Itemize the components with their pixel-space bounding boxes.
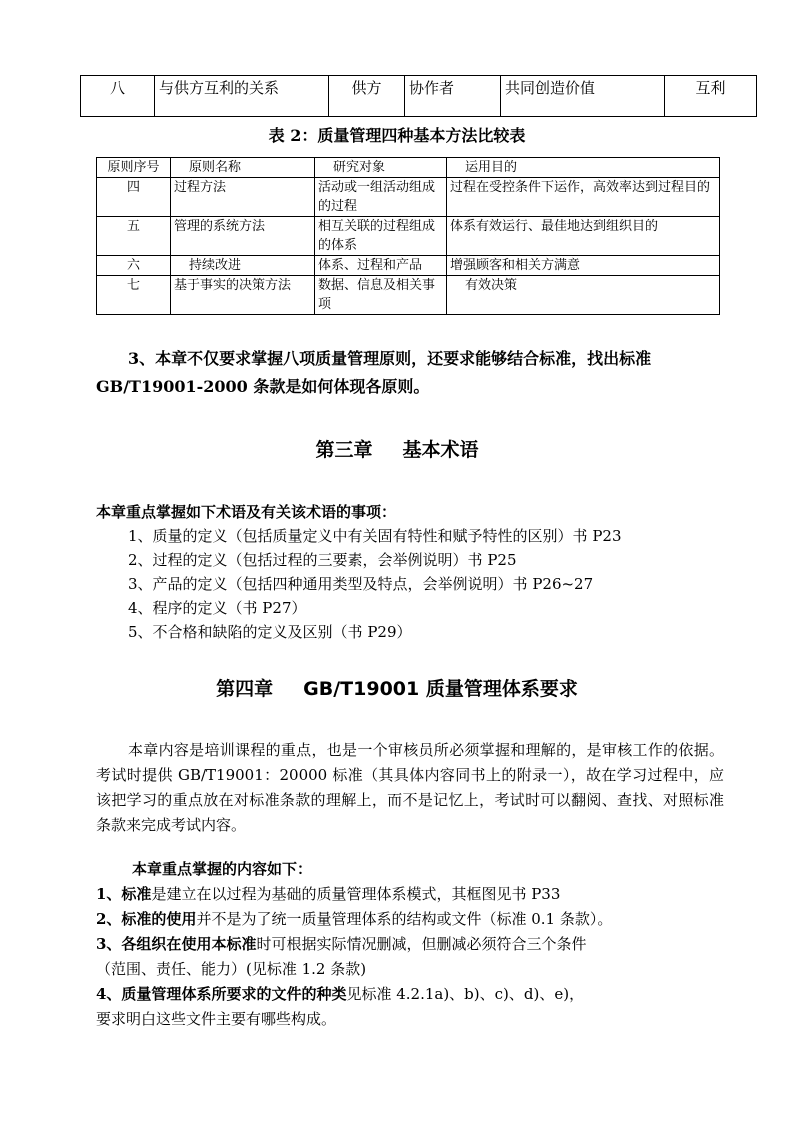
principles-table-fragment: [80, 75, 757, 117]
table-cell: 协作者: [405, 76, 501, 117]
point-label: 1、标准: [96, 885, 152, 903]
point-label: 4、质量管理体系所要求的文件的种类: [96, 985, 347, 1003]
table-cell: 与供方互利的关系: [155, 76, 329, 117]
chapter-4-point-4: [96, 982, 726, 1006]
table-cell: 互利: [665, 76, 757, 117]
table-row: [97, 217, 720, 256]
list-item: 4、程序的定义（书 P27）: [128, 599, 307, 617]
chapter-title: 基本术语: [402, 439, 479, 461]
table-cell: 四: [97, 178, 171, 217]
list-item: 5、不合格和缺陷的定义及区别（书 P29）: [128, 623, 412, 641]
table-cell: 过程在受控条件下运作，高效率达到过程目的: [447, 178, 720, 217]
point-label: 3、各组织在使用本标准: [96, 935, 257, 953]
chapter-4-heading: [0, 676, 794, 702]
table-cell: 过程方法: [171, 178, 315, 217]
column-header: 原则序号: [97, 158, 171, 178]
list-item: 3、产品的定义（包括四种通用类型及特点，会举例说明）书 P26~27: [128, 575, 594, 593]
table-cell: 六: [97, 256, 171, 276]
chapter-4-point-3: [96, 932, 726, 956]
table-cell: 持续改进: [171, 256, 315, 276]
methods-comparison-table: [96, 157, 720, 315]
table-cell: 数据、信息及相关事项: [315, 276, 447, 315]
chapter-4-intro: 本章重点掌握的内容如下：: [132, 860, 313, 878]
table-cell: 供方: [329, 76, 405, 117]
table-cell: 增强顾客和相关方满意: [447, 256, 720, 276]
table-row: [97, 178, 720, 217]
chapter-4-point-4-cont: 要求明白这些文件主要有哪些构成。: [96, 1010, 337, 1028]
chapter-4-paragraph: 本章内容是培训课程的重点，也是一个审核员所必须掌握和理解的，是审核工作的依据。考试时提供 GB/T19001：20000 标准（其具体内容同书上的附录一），故在学习过程中，应该把学习的重点放在对标准条款的理解上，而不是记忆上，考试时可以翻阅、查找、对照标准条款来完成考试内容。: [96, 741, 724, 834]
table-cell: 体系、过程和产品: [315, 256, 447, 276]
chapter-3-intro: 本章重点掌握如下术语及有关该术语的事项：: [96, 503, 397, 521]
table-caption: 表 2：质量管理四种基本方法比较表: [268, 126, 526, 145]
point-text: 并不是为了统一质量管理体系的结构或文件（标准 0.1 条款）。: [196, 910, 613, 928]
table-cell: 基于事实的决策方法: [171, 276, 315, 315]
chapter-4-point-1: [96, 882, 726, 906]
column-header: 运用目的: [447, 158, 720, 178]
table-cell: 体系有效运行、最佳地达到组织目的: [447, 217, 720, 256]
table-cell: 八: [81, 76, 155, 117]
chapter-number: 第四章: [216, 678, 274, 700]
chapter-number: 第三章: [315, 439, 373, 461]
column-header: 研究对象: [315, 158, 447, 178]
point-text: 是建立在以过程为基础的质量管理体系模式，其框图见书 P33: [151, 885, 561, 903]
table-cell: 共同创造价值: [501, 76, 665, 117]
table-cell: 五: [97, 217, 171, 256]
table-cell: 管理的系统方法: [171, 217, 315, 256]
chapter-4-point-3-cont: （范围、责任、能力）(见标准 1.2 条款): [96, 960, 367, 978]
chapter-3-heading: [0, 437, 794, 463]
point-text: 见标准 4.2.1a)、b)、c)、d)、e)，: [346, 985, 585, 1003]
point-label: 2、标准的使用: [96, 910, 197, 928]
chapter-title: GB/T19001 质量管理体系要求: [303, 678, 578, 700]
table-cell: 相互关联的过程组成的体系: [315, 217, 447, 256]
list-item: 1、质量的定义（包括质量定义中有关固有特性和赋予特性的区别）书 P23: [128, 527, 622, 545]
table-row: [97, 276, 720, 315]
point-text: 时可根据实际情况删减，但删减必须符合三个条件: [256, 935, 587, 953]
point-3-paragraph: 3、本章不仅要求掌握八项质量管理原则，还要求能够结合标准，找出标准 GB/T19001-2000 条款是如何体现各原则。: [96, 349, 652, 396]
list-item: 2、过程的定义（包括过程的三要素，会举例说明）书 P25: [128, 551, 517, 569]
table-row: [97, 256, 720, 276]
table-row: [81, 76, 757, 117]
table-cell: 有效决策: [447, 276, 720, 315]
chapter-4-point-2: [96, 907, 726, 931]
table-header-row: [97, 158, 720, 178]
column-header: 原则名称: [171, 158, 315, 178]
table-cell: 七: [97, 276, 171, 315]
table-cell: 活动或一组活动组成的过程: [315, 178, 447, 217]
